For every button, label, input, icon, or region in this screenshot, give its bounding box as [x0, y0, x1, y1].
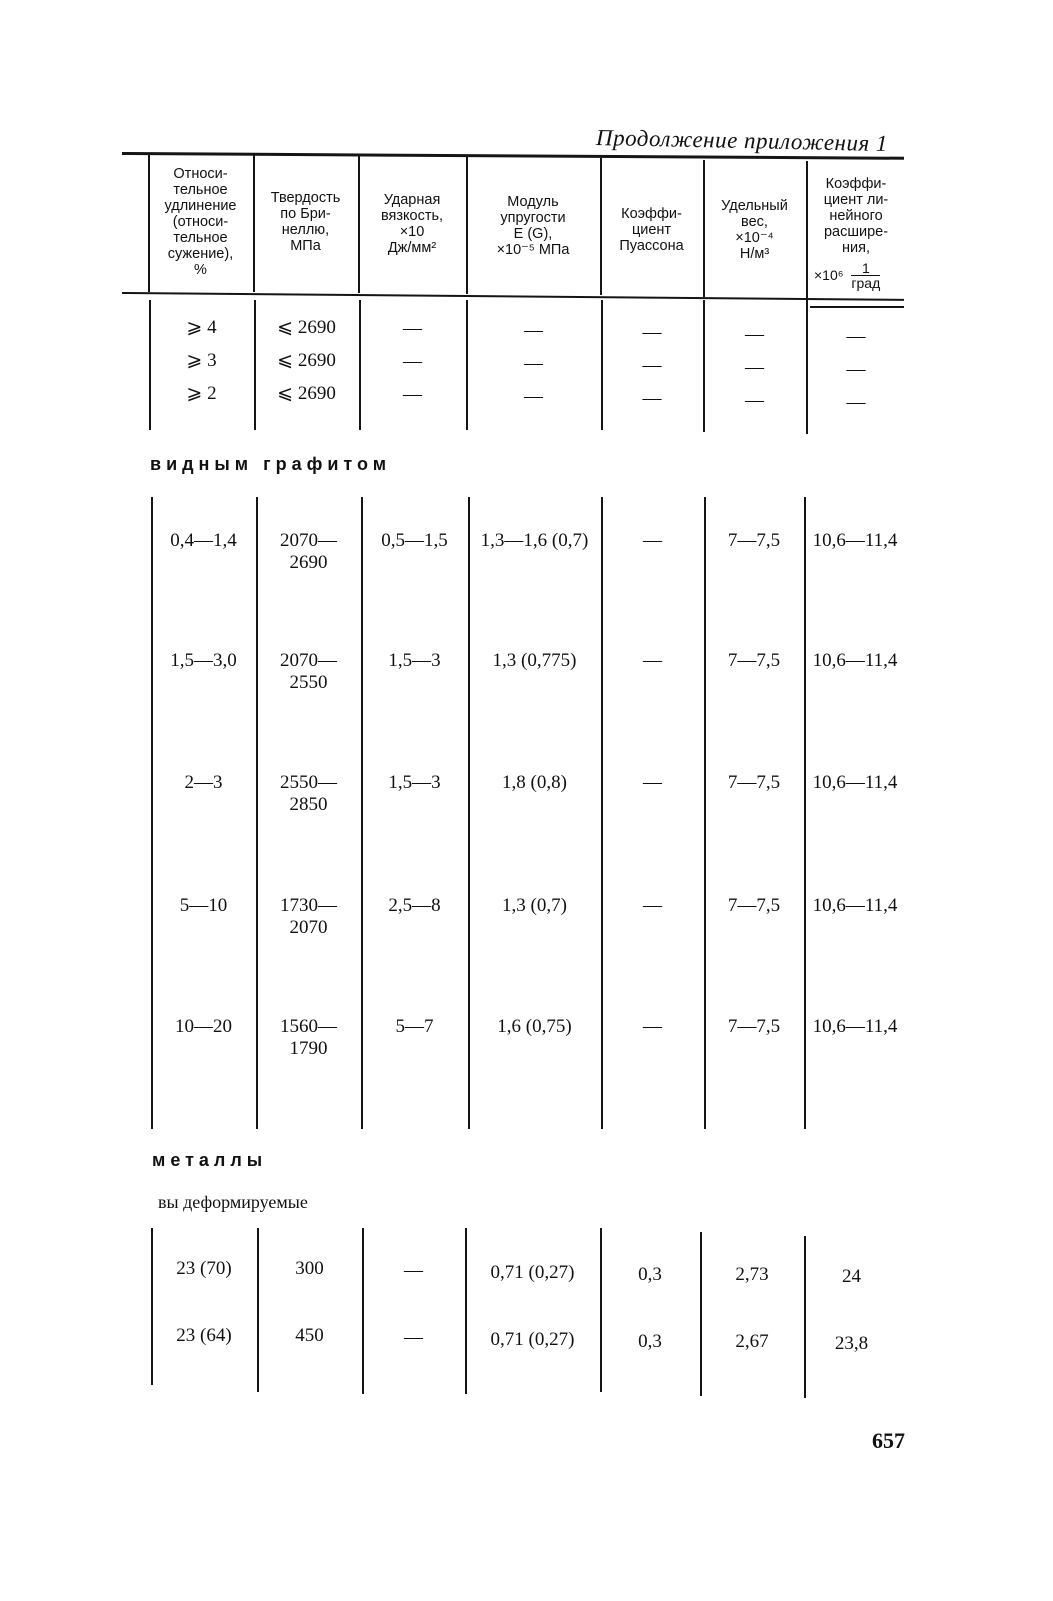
table-cell: 7—7,5 — [727, 895, 781, 916]
page-number: 657 — [872, 1428, 905, 1453]
table-cell: 1,5—3,0 — [170, 650, 237, 671]
table-divider — [600, 1228, 602, 1392]
table-cell: 2,67 — [735, 1331, 769, 1352]
table-cell: ⩾ 2 — [186, 383, 217, 404]
table-cell: — — [643, 530, 662, 551]
table-cell: — — [403, 318, 422, 339]
table-cell: — — [404, 1260, 423, 1281]
fraction-denominator: град — [851, 275, 881, 291]
table-cell: 2070— 2550 — [280, 650, 337, 693]
section-title-graphite: видным графитом — [150, 454, 392, 474]
header-elastic-modulus: Модуль упругости E (G), ×10⁻⁵ МПа — [496, 194, 570, 258]
table-cell: ⩾ 4 — [186, 317, 217, 338]
table-cell: ⩽ 2690 — [277, 317, 336, 338]
table-cell: — — [524, 386, 543, 407]
expansion-units-formula — [814, 262, 904, 291]
table-divider — [465, 1228, 467, 1394]
table-cell: — — [643, 1016, 662, 1037]
table-cell: 1730— 2070 — [280, 895, 337, 938]
fraction-numerator: 1 — [851, 262, 880, 276]
table-cell: — — [643, 895, 662, 916]
table-cell: 7—7,5 — [727, 772, 781, 793]
table-cell: 0,3 — [638, 1331, 662, 1352]
header-hardness: Твердость по Бри- неллю, МПа — [270, 190, 341, 254]
table-cell: ⩾ 3 — [186, 350, 217, 371]
table-cell: 23 (64) — [176, 1325, 232, 1346]
table-divider — [700, 1232, 702, 1396]
table-cell: 1,3 (0,7) — [502, 895, 567, 916]
table-cell: 5—10 — [179, 895, 228, 916]
header-specific-weight: Удельный вес, ×10⁻⁴ Н/м³ — [721, 198, 788, 262]
header-bottom-rule — [122, 292, 904, 301]
table-cell: 300 — [295, 1258, 324, 1279]
table-divider — [151, 1228, 153, 1385]
table-cell: — — [643, 772, 662, 793]
table-cell: 1,3 (0,775) — [492, 650, 577, 671]
table-cell: 24 — [842, 1266, 861, 1287]
units-fraction — [851, 262, 880, 291]
table-cell: — — [403, 384, 422, 405]
table-cell: 10,6—11,4 — [812, 530, 898, 551]
header-underline — [810, 306, 904, 308]
table-cell: 2,5—8 — [388, 895, 441, 916]
table-cell: — — [642, 388, 662, 409]
table-cell: — — [524, 320, 543, 341]
table-cell: 10,6—11,4 — [812, 772, 898, 793]
table-cell: 0,3 — [638, 1264, 662, 1285]
header-impact-strength: Ударная вязкость, ×10 Дж/мм² — [380, 192, 444, 256]
table-cell: 10,6—11,4 — [812, 650, 898, 671]
table-cell: 23 (70) — [176, 1258, 232, 1279]
table-cell: 1,3—1,6 (0,7) — [480, 530, 589, 551]
table-cell: 1560— 1790 — [280, 1016, 337, 1059]
table-cell: — — [846, 326, 866, 347]
section-title-metals: металлы — [152, 1150, 268, 1170]
table-cell: — — [846, 359, 866, 380]
table-caption: Продолжение приложения 1 — [595, 124, 889, 157]
table-cell: ⩽ 2690 — [277, 383, 336, 404]
table-cell: 10—20 — [175, 1016, 232, 1037]
table-cell: 2,73 — [735, 1264, 769, 1285]
table-cell: 0,5—1,5 — [381, 530, 448, 551]
table-cell: ⩽ 2690 — [277, 350, 336, 371]
table-cell: — — [846, 392, 866, 413]
table-cell: 5—7 — [395, 1016, 434, 1037]
table-cell: 10,6—11,4 — [812, 895, 898, 916]
table-cell: — — [745, 324, 764, 345]
table-cell: 23,8 — [834, 1333, 869, 1354]
table-cell: 450 — [295, 1325, 324, 1346]
units-prefix: ×10⁶ — [814, 267, 844, 284]
section-subtitle-wrought: вы деформируемые — [158, 1192, 308, 1212]
table-divider — [362, 1228, 364, 1394]
table-cell: 10,6—11,4 — [812, 1016, 898, 1037]
table-cell: 0,71 (0,27) — [490, 1262, 575, 1283]
table-cell: — — [403, 351, 422, 372]
table-divider — [257, 1228, 259, 1392]
table-cell: 0,4—1,4 — [170, 530, 237, 551]
header-expansion-coefficient: Коэффи- циент ли- нейного расшире- ния, — [823, 176, 889, 256]
table-cell: 2070— 2690 — [280, 530, 337, 573]
table-cell: 7—7,5 — [727, 1016, 781, 1037]
table-cell: 1,8 (0,8) — [502, 772, 567, 793]
table-divider — [804, 1236, 806, 1398]
table-cell: 1,6 (0,75) — [497, 1016, 572, 1037]
table-cell: — — [404, 1327, 423, 1348]
table-cell: 1,5—3 — [388, 772, 441, 793]
table-cell: — — [643, 650, 662, 671]
table-cell: 1,5—3 — [388, 650, 441, 671]
table-cell: 2—3 — [184, 772, 223, 793]
table-cell: 7—7,5 — [727, 650, 781, 671]
table-cell: — — [745, 390, 764, 411]
table-cell: — — [642, 355, 662, 376]
table-cell: 7—7,5 — [727, 530, 781, 551]
table-cell: — — [642, 322, 662, 343]
table-cell: — — [524, 353, 543, 374]
header-elongation: Относи- тельное удлинение (относи- тельное сужение), % — [164, 166, 237, 278]
header-poisson-ratio: Коэффи- циент Пуассона — [619, 206, 684, 254]
table-cell: 0,71 (0,27) — [490, 1329, 575, 1350]
table-cell: — — [745, 357, 764, 378]
table-cell: 2550— 2850 — [280, 772, 337, 815]
